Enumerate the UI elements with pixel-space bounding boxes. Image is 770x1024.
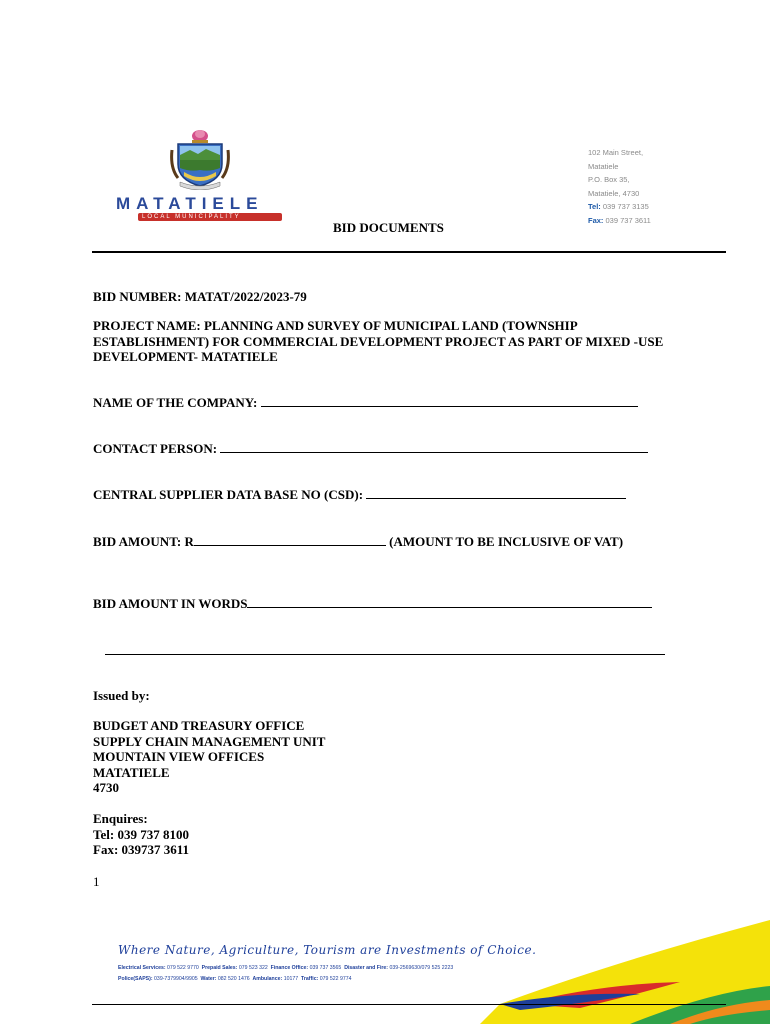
contact-label: Water:: [200, 976, 217, 982]
bid-amount-words-input-line2[interactable]: [105, 643, 665, 655]
contact-person-input[interactable]: [220, 441, 648, 453]
csd-field: [93, 487, 626, 503]
logo-subtitle: LOCAL MUNICIPALITY: [142, 214, 241, 220]
bid-amount-words-input[interactable]: [247, 596, 652, 608]
issuer-line: BUDGET AND TREASURY OFFICE: [93, 718, 305, 733]
address-block: [588, 146, 651, 227]
page-number: 1: [93, 874, 100, 889]
issuer-line: MATATIELE: [93, 764, 170, 780]
project-name-line: PROJECT NAME: PLANNING AND SURVEY OF MUNICIPAL LAND (TOWNSHIP: [93, 318, 578, 333]
contact-value: 079 523 322: [238, 965, 268, 971]
bid-amount-note: (AMOUNT TO BE INCLUSIVE OF VAT): [389, 534, 624, 549]
issuer-line: MOUNTAIN VIEW OFFICES: [93, 749, 265, 764]
address-line: Matatiele, 4730: [588, 188, 640, 198]
csd-input[interactable]: [366, 487, 626, 499]
address-tel: [588, 200, 651, 214]
address-line: 102 Main Street,: [588, 148, 644, 157]
bid-number: BID NUMBER: MATAT/2022/2023-79: [93, 289, 307, 304]
bid-amount-words-label: BID AMOUNT IN WORDS: [93, 596, 248, 611]
enquires-block: [93, 811, 189, 858]
footer-divider: [92, 1004, 726, 1005]
project-name-line: ESTABLISHMENT) FOR COMMERCIAL DEVELOPMENT PROJECT AS PART OF MIXED -USE: [93, 333, 664, 349]
municipal-crest-icon: [170, 128, 230, 190]
footer-contacts-line: [118, 963, 453, 974]
company-name-label: NAME OF THE COMPANY:: [93, 395, 258, 410]
contact-value: 039 737 3565: [309, 965, 342, 971]
contact-label: Prepaid Sales:: [201, 965, 238, 971]
municipality-logo: [112, 128, 288, 228]
contact-label: Traffic:: [301, 976, 319, 982]
fax-value: 039 737 3611: [605, 215, 651, 225]
project-name: [93, 318, 733, 365]
issuer-line: 4730: [93, 780, 119, 795]
contact-value: 039-7379904/9905: [154, 976, 198, 982]
contact-value: 039-2569630/079 525 2223: [389, 965, 454, 971]
contact-value: 082 520 1476: [217, 976, 250, 982]
project-name-line: DEVELOPMENT- MATATIELE: [93, 349, 278, 364]
contact-label: Finance Office:: [270, 965, 309, 971]
contact-label: Electrical Services:: [118, 965, 166, 971]
contact-value: 10177: [283, 976, 299, 982]
enquires-label: Enquires:: [93, 811, 148, 826]
bid-amount-label: BID AMOUNT: R: [93, 534, 194, 549]
bid-amount-input[interactable]: [194, 534, 386, 546]
bid-amount-words-field: [93, 596, 652, 612]
csd-label: CENTRAL SUPPLIER DATA BASE NO (CSD):: [93, 487, 364, 502]
company-name-input[interactable]: [261, 395, 638, 407]
logo-wordmark: MATATIELE: [116, 194, 264, 213]
enquires-tel: Tel: 039 737 8100: [93, 826, 189, 842]
contact-value: 079 522 9774: [319, 976, 352, 982]
contact-value: 079 522 9770: [167, 965, 199, 971]
contact-label: Police(SAPS):: [118, 976, 153, 982]
header-divider: [92, 251, 726, 253]
contact-person-field: [93, 441, 648, 457]
issued-by-label: Issued by:: [93, 688, 150, 703]
address-line: Matatiele: [588, 161, 619, 171]
tel-value: 039 737 3135: [602, 202, 649, 211]
footer-contacts: [118, 963, 453, 985]
company-name-field: [93, 395, 638, 411]
issuer-line: SUPPLY CHAIN MANAGEMENT UNIT: [93, 733, 326, 749]
enquires-fax: Fax: 039737 3611: [93, 842, 190, 857]
fax-label: Fax:: [588, 215, 604, 225]
footer-contacts-line: [118, 974, 453, 985]
contact-label: Disaster and Fire:: [344, 965, 389, 971]
footer-swoosh-graphic: [480, 900, 770, 1024]
document-title: BID DOCUMENTS: [333, 220, 444, 235]
tel-label: Tel:: [588, 202, 601, 211]
issuer-block: [93, 718, 325, 796]
bid-amount-field: [93, 534, 623, 550]
address-fax: [588, 214, 651, 228]
address-line: P.O. Box 35,: [588, 175, 630, 184]
footer-slogan: Where Nature, Agriculture, Tourism are Investments of Choice.: [118, 943, 537, 957]
contact-label: Ambulance:: [252, 976, 283, 982]
contact-person-label: CONTACT PERSON:: [93, 441, 218, 456]
